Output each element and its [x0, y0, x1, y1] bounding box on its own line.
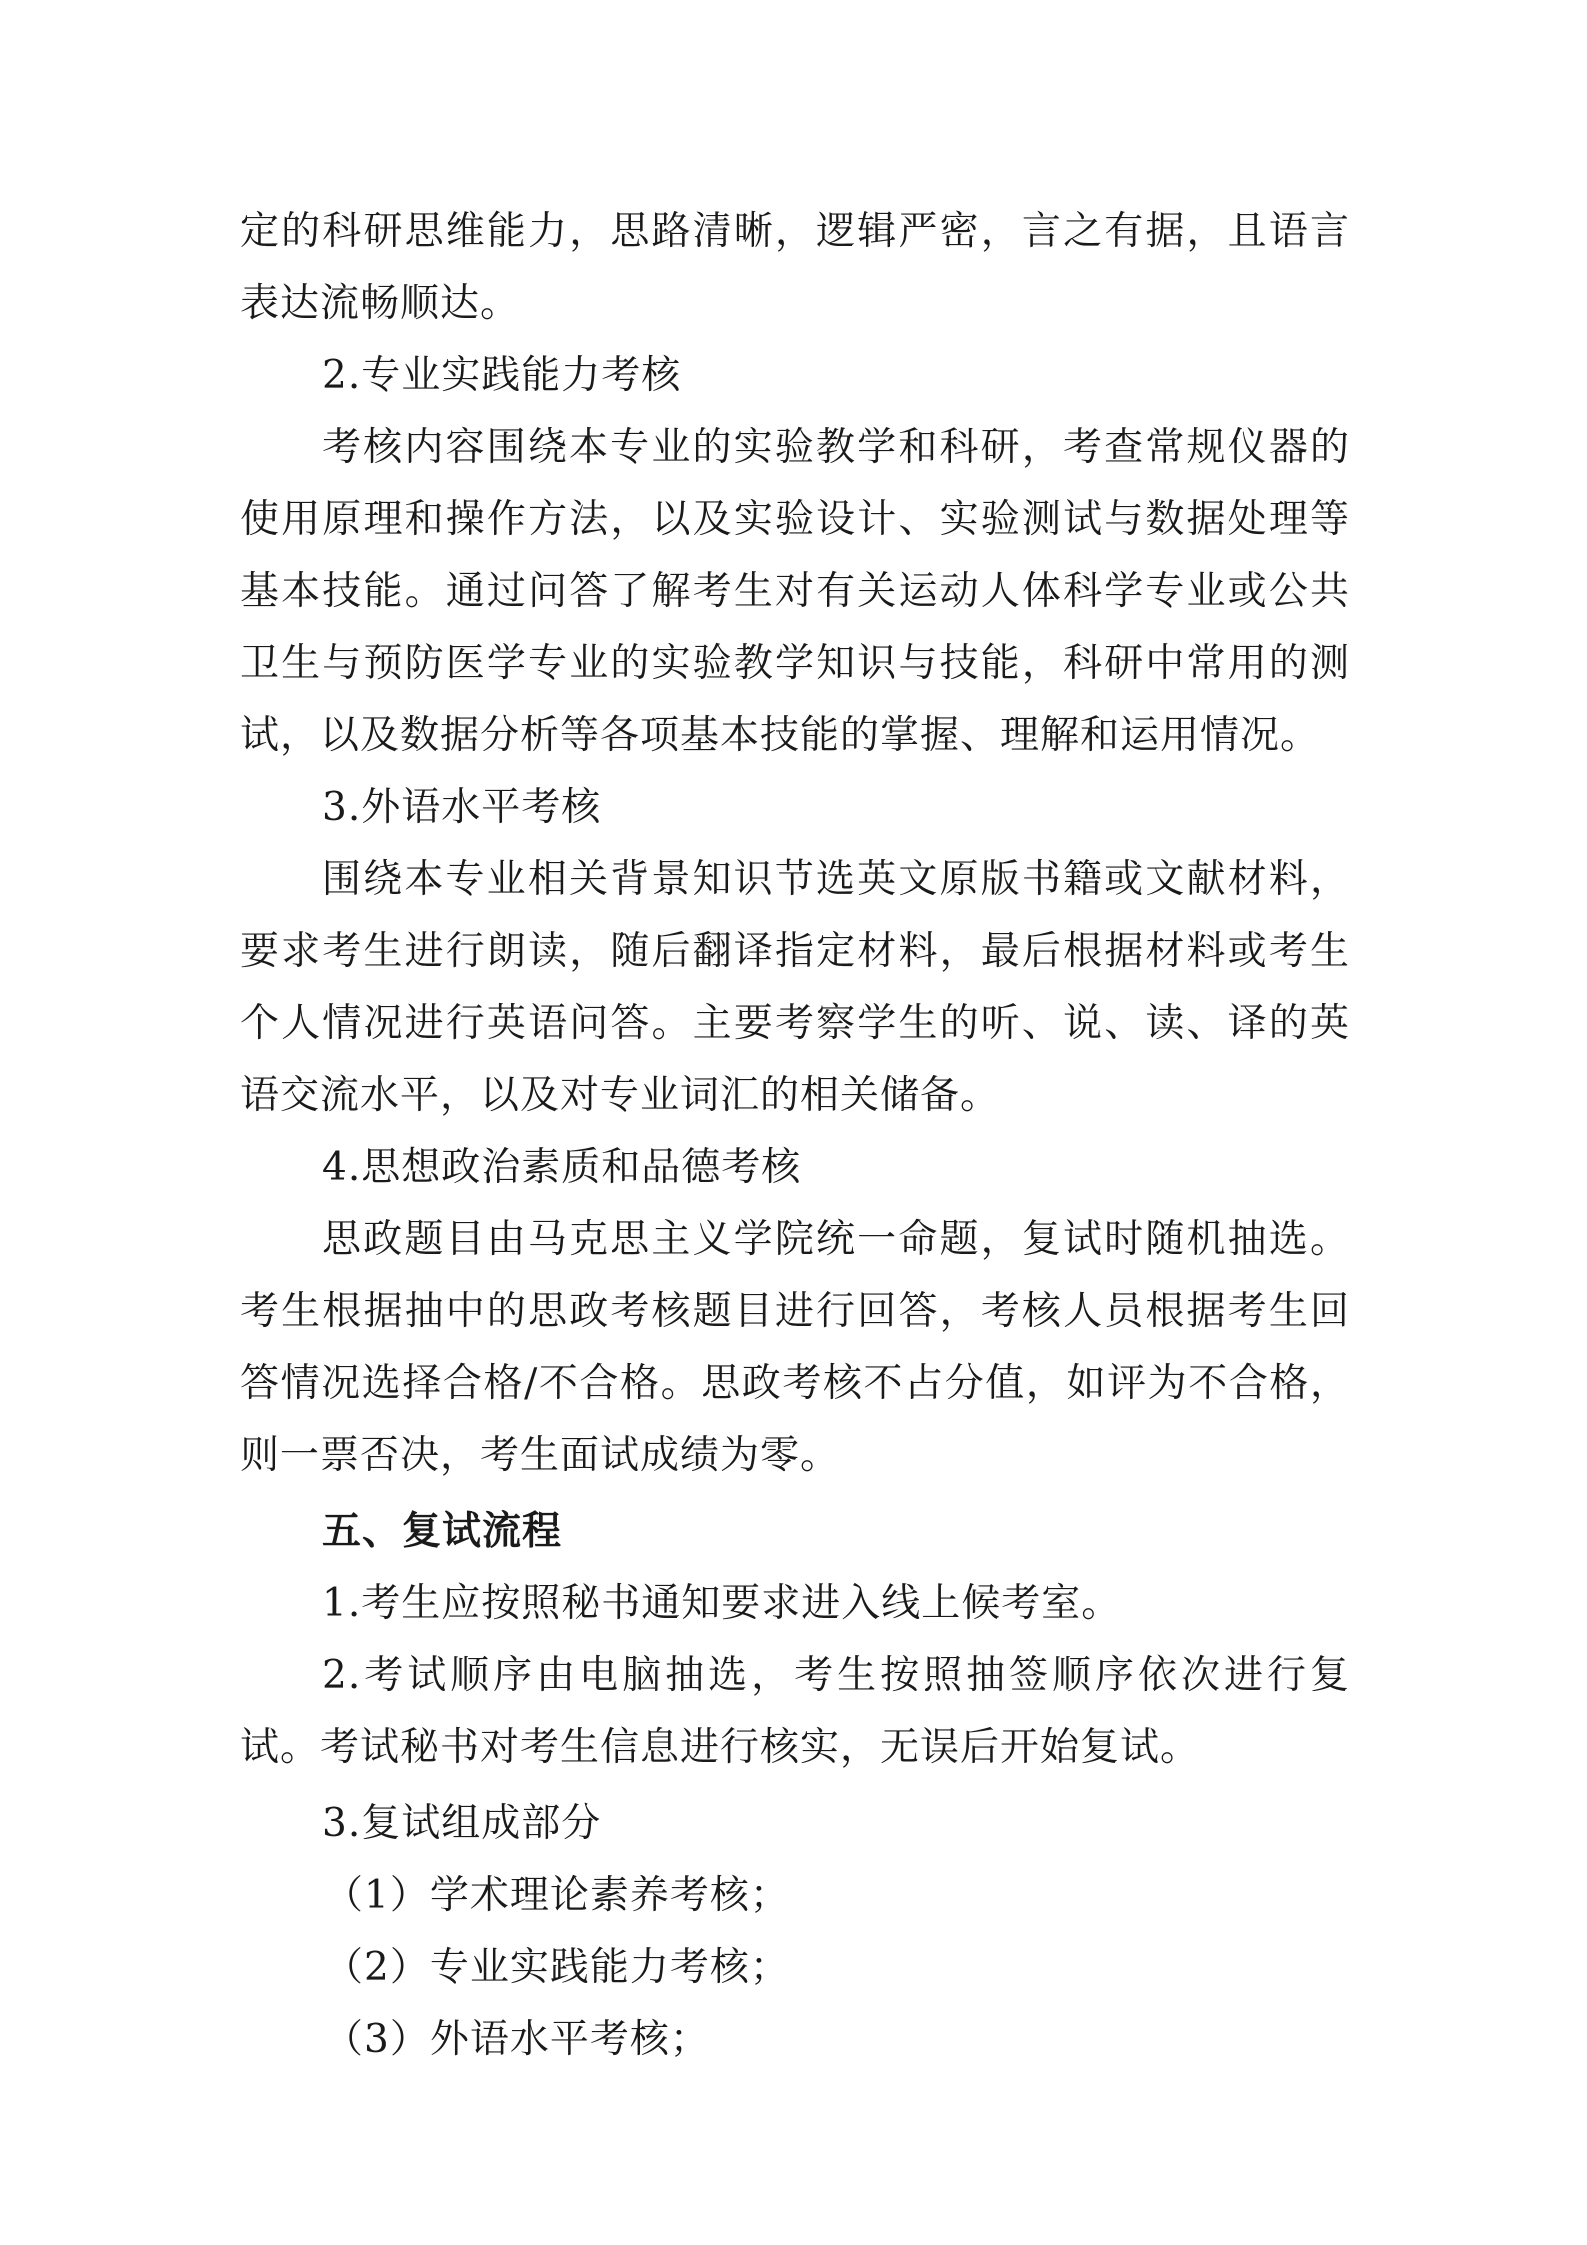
paragraph-political-content: 思政题目由马克思主义学院统一命题，复试时随机抽选。考生根据抽中的思政考核题目进行回答，考核人员根据考生回答情况选择合格/不合格。思政考核不占分值，如评为不合格，则一票否决，考生面试成绩为零。 [240, 1217, 1350, 1478]
list-item-language: （3）外语水平考核； [324, 2017, 710, 2062]
section-heading-retest-process: 五、复试流程 [322, 1509, 563, 1554]
paragraph-language-content: 围绕本专业相关背景知识节选英文原版书籍或文献材料，要求考生进行朗读，随后翻译指定材料，最后根据材料或考生个人情况进行英语问答。主要考察学生的听、说、读、译的英语交流水平，以及对专业词汇的相关储备。 [240, 857, 1350, 1118]
process-step-3: 3.复试组成部分 [322, 1801, 602, 1846]
paragraph-practice-content: 考核内容围绕本专业的实验教学和科研，考查常规仪器的使用原理和操作方法，以及实验设计、实验测试与数据处理等基本技能。通过问答了解考生对有关运动人体科学专业或公共卫生与预防医学专业的实验教学知识与技能，科研中常用的测试，以及数据分析等各项基本技能的掌握、理解和运用情况。 [240, 425, 1350, 758]
process-step-1: 1.考生应按照秘书通知要求进入线上候考室。 [322, 1581, 1122, 1626]
paragraph-continuation: 定的科研思维能力，思路清晰，逻辑严密，言之有据，且语言表达流畅顺达。 [240, 209, 1350, 326]
document-body [240, 196, 1350, 2076]
subheading-political-assessment: 4.思想政治素质和品德考核 [322, 1145, 802, 1190]
list-item-practice: （2）专业实践能力考核； [324, 1945, 790, 1990]
subheading-language-assessment: 3.外语水平考核 [322, 785, 602, 830]
process-step-2: 2.考试顺序由电脑抽选，考生按照抽签顺序依次进行复试。考试秘书对考生信息进行核实，无误后开始复试。 [240, 1653, 1350, 1770]
list-item-academic: （1）学术理论素养考核； [324, 1873, 790, 1918]
subheading-practice-assessment: 2.专业实践能力考核 [322, 353, 682, 398]
